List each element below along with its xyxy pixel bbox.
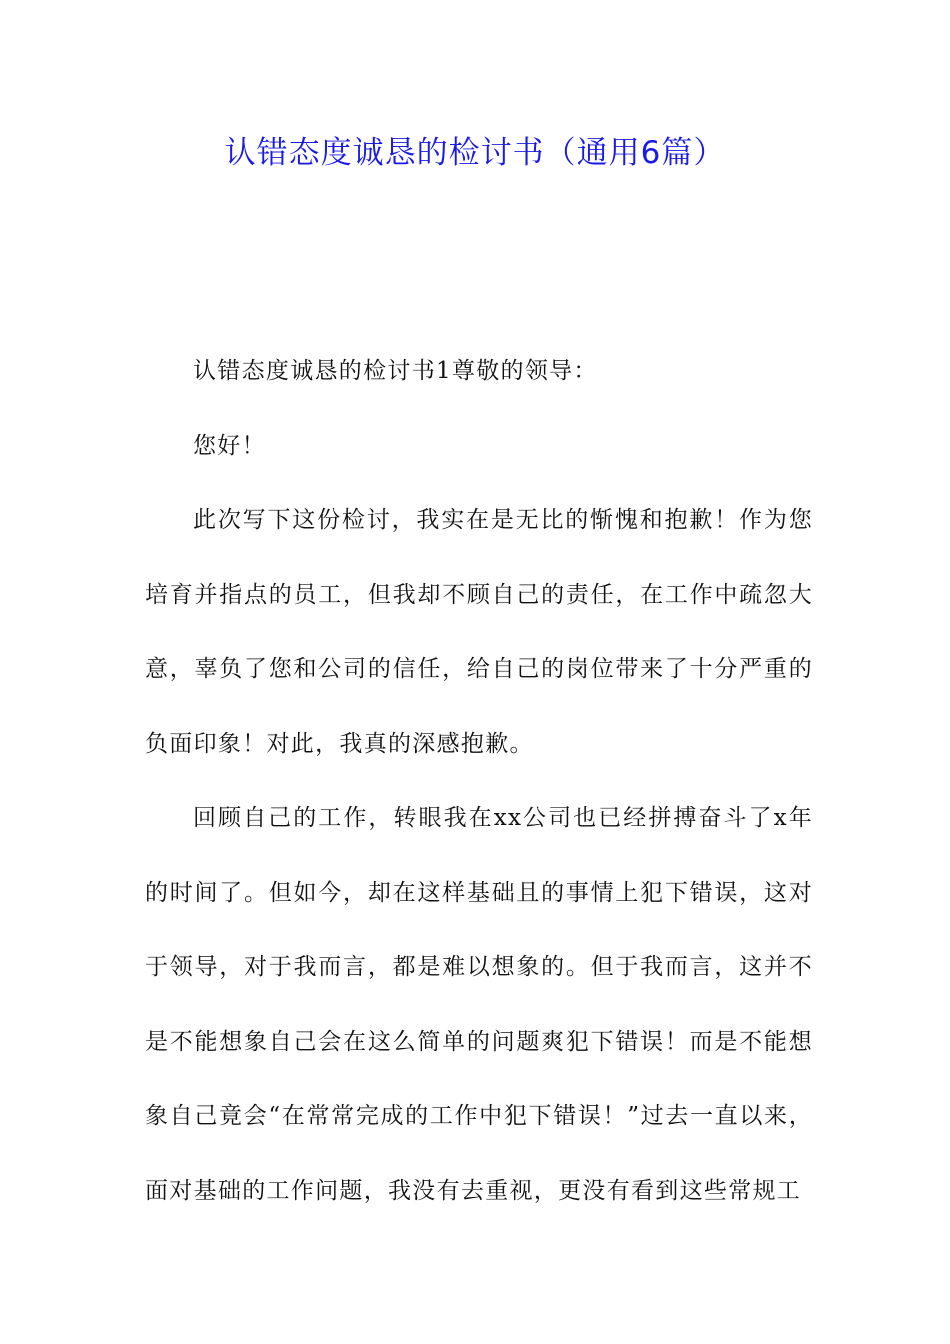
paragraph-review: 回顾自己的工作，转眼我在xx公司也已经拼搏奋斗了x年的时间了。但如今，却在这样基础且的事情上犯下错误，这对于领导，对于我而言，都是难以想象的。但于我而言，这并不是不能想象自己会在这么简单的问题爽犯下错误！而是不能想象自己竟会“在常常完成的工作中犯下错误！”过去一直以来，面对基础的工作问题，我没有去重视，更没有看到这些常规工 (145, 805, 813, 1204)
paragraph-greeting: 您好！ (193, 432, 266, 459)
document-title: 认错态度诚恳的检讨书（通用6篇） (224, 135, 726, 171)
paragraph-heading-salutation: 认错态度诚恳的检讨书1尊敬的领导： (193, 358, 598, 384)
document-body (145, 334, 813, 1228)
paragraph-apology: 此次写下这份检讨，我实在是无比的惭愧和抱歉！作为您培育并指点的员工，但我却不顾自己的责任，在工作中疏忽大意，辜负了您和公司的信任，给自己的岗位带来了十分严重的负面印象！对此，我真的深感抱歉。 (145, 507, 813, 757)
